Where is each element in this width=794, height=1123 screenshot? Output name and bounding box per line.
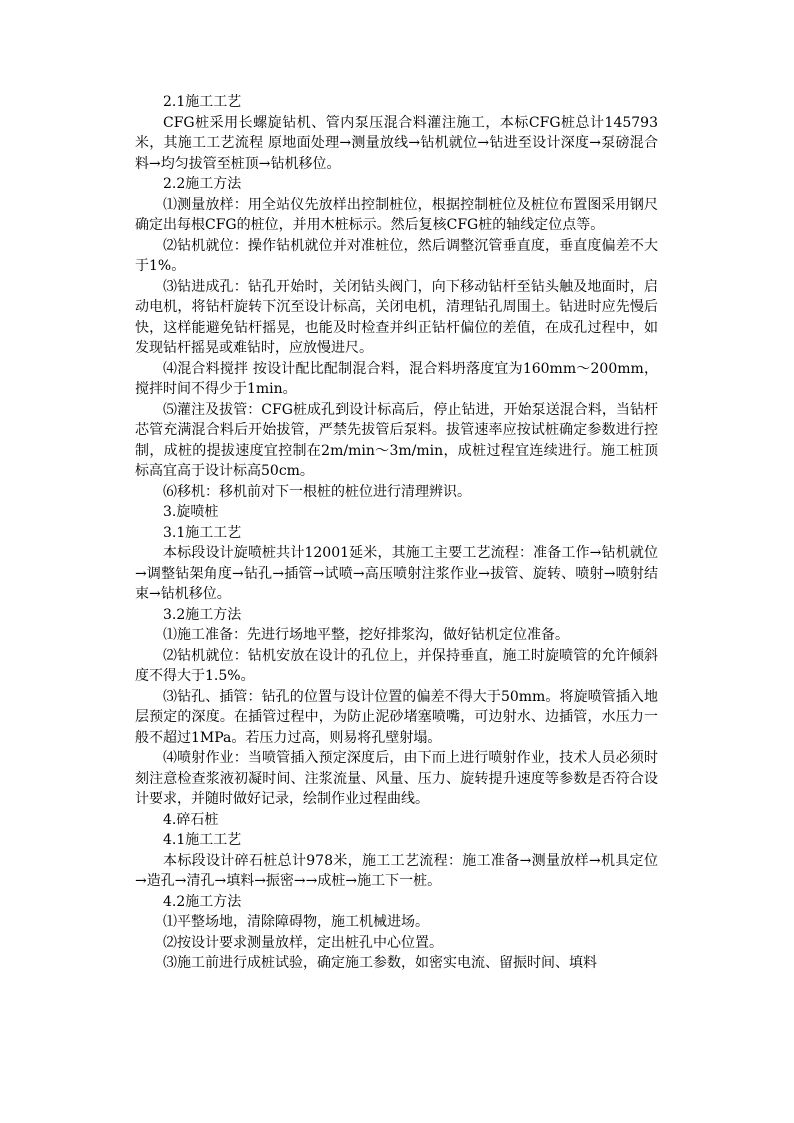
paragraph-jet-rig: ⑵钻机就位：钻机安放在设计的孔位上，并保持垂直，施工时旋喷管的允许倾斜度不得大于1.5%。 [135,647,658,684]
paragraph-gravel-survey: ⑵按设计要求测量放样，定出桩孔中心位置。 [163,934,443,951]
paragraph-relocate: ⑹移机：移机前对下一根桩的桩位进行清理辨识。 [163,483,471,500]
section-heading-2-1: 2.1施工工艺 [163,94,242,110]
section-heading-3-1: 3.1施工工艺 [163,524,242,541]
section-heading-3: 3.旋喷桩 [163,504,219,520]
paragraph-survey: ⑴测量放样：用全站仪先放样出控制桩位，根据控制桩位及桩位布置图采用钢尺确定出每根CFG的桩位，并用木桩标示。然后复核CFG桩的轴线定位点等。 [135,196,658,233]
paragraph-gravel-site: ⑴平整场地，清除障碍物，施工机械进场。 [163,914,429,930]
document-page [135,92,658,974]
paragraph-pouring: ⑸灌注及拔管：CFG桩成孔到设计标高后，停止钻进，开始泵送混合料，当钻杆芯管充满混合料后开始拔管，严禁先拔管后泵料。拔管速率应按试桩确定参数进行控制，成桩的提拔速度宜控制在2m/min～3m/min，成桩过程宜连续进行。施工桩顶标高宜高于设计标高50cm。 [135,401,658,479]
paragraph-jet-drill: ⑶钻孔、插管：钻孔的位置与设计位置的偏差不得大于50mm。将旋喷管插入地层预定的深度。在插管过程中，为防止泥砂堵塞喷嘴，可边射水、边插管，水压力一般不超过1MPa。若压力过高，则易将孔壁射塌。 [135,688,658,746]
section-heading-4: 4.碎石桩 [163,811,219,828]
paragraph-jet-process: 本标段设计旋喷桩共计12001延米，其施工主要工艺流程：准备工作→钻机就位→调整钻架角度→钻孔→插管→试喷→高压喷射注浆作业→拔管、旋转、喷射→喷射结束→钻机移位。 [135,545,658,602]
paragraph-gravel-test: ⑶施工前进行成桩试验，确定施工参数，如密实电流、留振时间、填料 [163,955,597,971]
section-heading-3-2: 3.2施工方法 [163,606,242,623]
paragraph-jet-spray: ⑷喷射作业：当喷管插入预定深度后，由下而上进行喷射作业，技术人员必须时刻注意检查浆液初凝时间、注浆流量、风量、压力、旋转提升速度等参数是否符合设计要求，并随时做好记录，绘制作业过程曲线。 [135,750,658,807]
paragraph-mixing: ⑷混合料搅拌 按设计配比配制混合料，混合料坍落度宜为160mm～200mm，搅拌时间不得少于1min。 [135,360,658,397]
paragraph-rig-position: ⑵钻机就位：操作钻机就位并对准桩位，然后调整沉管垂直度，垂直度偏差不大于1%。 [135,237,658,274]
paragraph-cfg-process: CFG桩采用长螺旋钻机、管内泵压混合料灌注施工，本标CFG桩总计145793米，其施工工艺流程 原地面处理→测量放线→钻机就位→钻进至设计深度→泵磅混合料→均匀拔管至桩顶→钻机移位。 [135,114,658,172]
paragraph-gravel-process: 本标段设计碎石桩总计978米，施工工艺流程：施工准备→测量放样→机具定位→造孔→清孔→填料→振密→→成桩→施工下一桩。 [135,852,658,889]
section-heading-2-2: 2.2施工方法 [163,176,242,192]
paragraph-jet-prepare: ⑴施工准备：先进行场地平整，挖好排浆沟，做好钻机定位准备。 [163,627,569,643]
section-heading-4-1: 4.1施工工艺 [163,832,242,848]
section-heading-4-2: 4.2施工方法 [163,893,242,910]
paragraph-drilling: ⑶钻进成孔：钻孔开始时，关闭钻头阀门，向下移动钻杆至钻头触及地面时，启动电机，将钻杆旋转下沉至设计标高，关闭电机，清理钻孔周围土。钻进时应先慢后快，这样能避免钻杆摇晃，也能及时检查并纠正钻杆偏位的差值，在成孔过程中，如发现钻杆摇晃或难钻时，应放慢进尺。 [135,278,658,356]
